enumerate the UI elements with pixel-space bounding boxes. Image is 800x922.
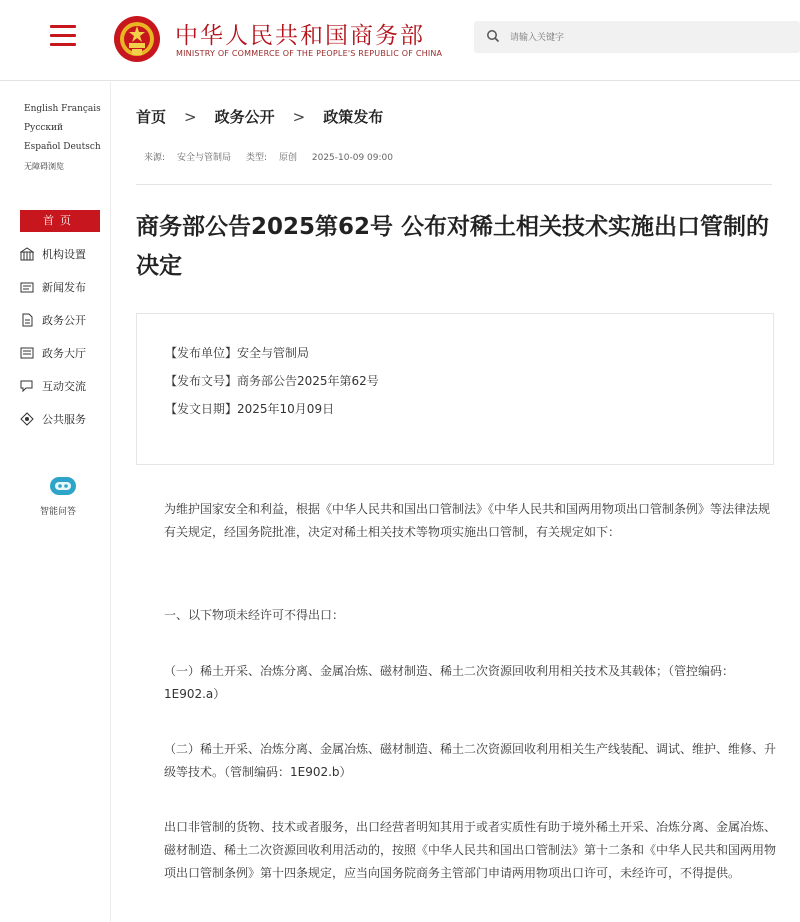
sidebar [0, 82, 111, 922]
sidebar-item-org[interactable] [20, 243, 100, 265]
divider [136, 184, 772, 185]
sidebar-item-news[interactable] [20, 276, 100, 298]
news-icon [20, 280, 34, 294]
sidebar-item-label: 互动交流 [42, 380, 86, 393]
info-date: 【发文日期】2025年10月09日 [165, 402, 335, 416]
sidebar-item-label: 政务大厅 [42, 347, 86, 360]
language-link-ru[interactable]: Русский [24, 123, 64, 133]
meta-source-label: 来源: [144, 153, 166, 163]
language-link-en-fr[interactable]: English Français [24, 104, 101, 114]
paragraph-item-2: （二）稀土开采、冶炼分离、金属冶炼、磁材制造、稀土二次资源回收利用相关生产线装配、调试、维护、维修、升级等技术。（管制编码：1E902.b） [164, 742, 777, 779]
chat-icon [20, 379, 34, 393]
search-box[interactable] [474, 21, 800, 53]
paragraph-notice: 出口非管制的货物、技术或者服务，出口经营者明知其用于或者实质性有助于境外稀土开采、冶炼分离、金属冶炼、磁材制造、稀土二次资源回收利用活动的，按照《中华人民共和国出口管制法》第十二条和《中华人民共和国两用物项出口管制条例》第十四条规定，应当向国务院商务主管部门申请两用物项出口许可，未经许可，不得提供。 [164, 820, 777, 880]
sidebar-item-label: 政务公开 [42, 314, 86, 327]
org-icon [20, 247, 34, 261]
language-list [24, 100, 101, 176]
meta-type-label: 类型: [245, 153, 267, 163]
accessible-browse-link[interactable]: 无障碍浏览 [24, 162, 64, 171]
article-meta [144, 150, 405, 163]
document-icon [20, 313, 34, 327]
site-header [0, 0, 800, 81]
sidebar-item-interact[interactable] [20, 375, 100, 397]
breadcrumb-gov-info[interactable]: 政务公开 [214, 108, 275, 126]
search-input[interactable] [508, 27, 782, 49]
breadcrumb [136, 106, 383, 127]
paragraph-clause-1: 一、以下物项未经许可不得出口： [164, 608, 345, 622]
robot-assistant-icon[interactable] [48, 474, 78, 498]
sidebar-item-hall[interactable] [20, 342, 100, 364]
sidebar-item-label: 机构设置 [42, 248, 86, 261]
sidebar-item-gov-info[interactable] [20, 309, 100, 331]
info-doc-number: 【发布文号】商务部公告2025年第62号 [165, 374, 379, 388]
menu-icon[interactable] [50, 25, 76, 47]
info-box [136, 313, 774, 465]
breadcrumb-separator-icon: > [184, 107, 197, 126]
language-link-es-de[interactable]: Español Deutsch [24, 142, 101, 152]
hall-icon [20, 346, 34, 360]
breadcrumb-policy[interactable]: 政策发布 [323, 108, 384, 126]
national-emblem-icon [112, 14, 162, 64]
meta-type: 原创 [278, 153, 297, 163]
page-title: 商务部公告2025第62号 公布对稀土相关技术实施出口管制的决定 [136, 214, 770, 279]
main-content [110, 82, 800, 922]
info-publisher: 【发布单位】安全与管制局 [165, 346, 310, 360]
paragraph-item-1: （一）稀土开采、冶炼分离、金属冶炼、磁材制造、稀土二次资源回收利用相关技术及其载体；（管控编码：1E902.a） [164, 664, 735, 701]
search-icon[interactable] [486, 29, 500, 43]
site-subtitle: MINISTRY OF COMMERCE OF THE PEOPLE'S REPUBLIC OF CHINA [176, 49, 443, 58]
sidebar-item-label: 新闻发布 [42, 281, 86, 294]
service-icon [20, 412, 34, 426]
sidebar-item-home[interactable]: 首页 [20, 210, 100, 232]
sidebar-item-label: 公共服务 [42, 413, 86, 426]
paragraph-intro: 为维护国家安全和利益，根据《中华人民共和国出口管制法》《中华人民共和国两用物项出口管制条例》等法律法规有关规定，经国务院批准，决定对稀土相关技术等物项实施出口管制，有关规定如下： [164, 502, 771, 539]
breadcrumb-home[interactable]: 首页 [136, 108, 167, 126]
sidebar-nav [20, 210, 100, 441]
robot-assistant-label[interactable]: 智能问答 [40, 507, 77, 517]
meta-datetime: 2025-10-09 09:00 [311, 153, 393, 163]
site-title[interactable]: 中华人民共和国商务部 [175, 23, 425, 49]
sidebar-item-service[interactable] [20, 408, 100, 430]
meta-source: 安全与管制局 [177, 153, 232, 163]
breadcrumb-separator-icon: > [292, 107, 306, 126]
